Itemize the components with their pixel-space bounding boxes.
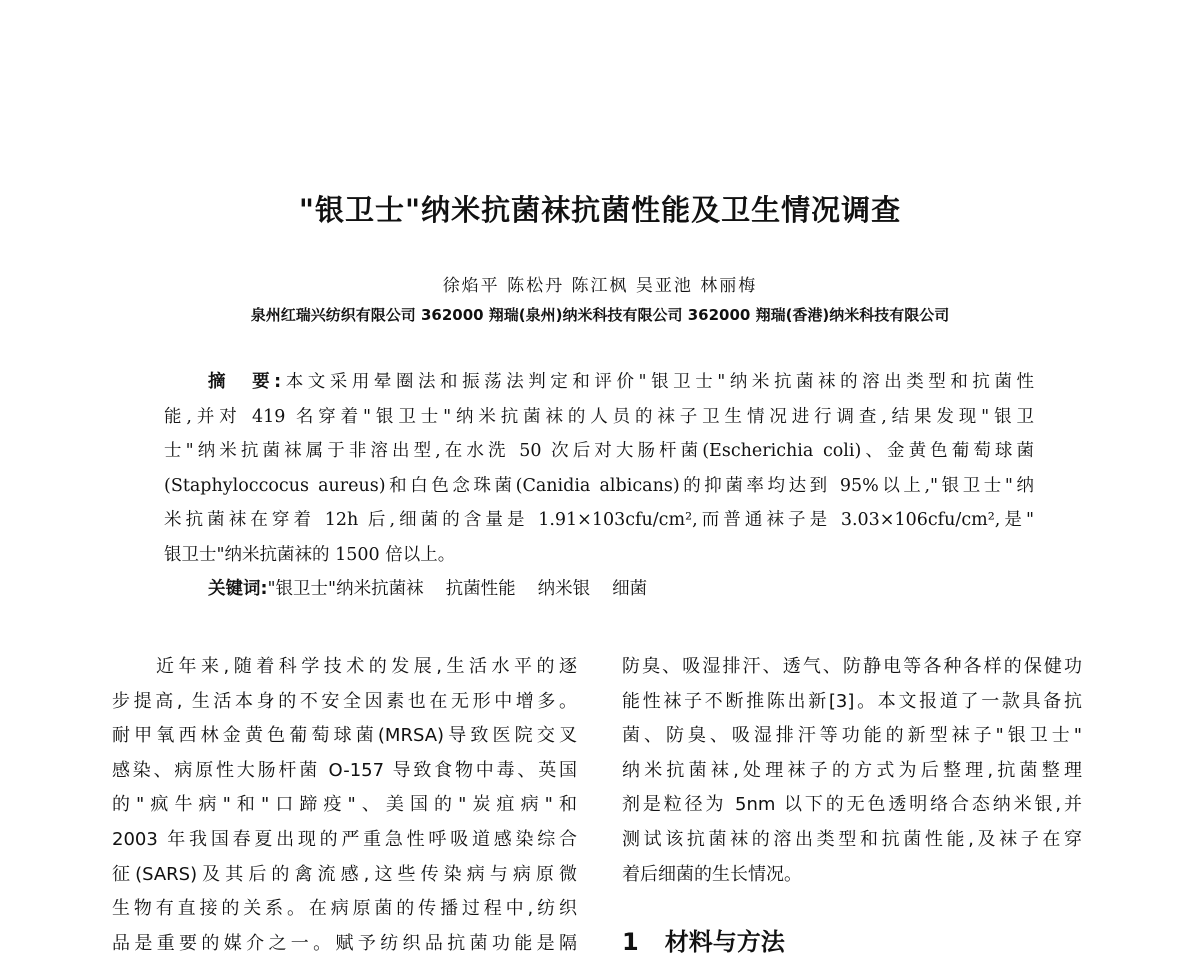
- body-line: 着后细菌的生长情况。: [622, 863, 802, 885]
- body-line: 生物有直接的关系。在病原菌的传播过程中,纺织: [112, 898, 577, 920]
- body-line: 剂是粒径为 5nm 以下的无色透明络合态纳米银,并: [622, 794, 1082, 816]
- abstract-line: 能,并对 419 名穿着"银卫士"纳米抗菌袜的人员的袜子卫生情况进行调查,结果发现"银卫: [164, 406, 1034, 427]
- body-column-right: [622, 650, 1082, 892]
- abstract-line: 银卫士"纳米抗菌袜的 1500 倍以上。: [164, 544, 456, 565]
- body-column-left: [112, 650, 577, 961]
- body-line: 近年来,随着科学技术的发展,生活水平的逐: [156, 656, 577, 677]
- keyword: 纳米银: [537, 579, 591, 599]
- body-line: 能性袜子不断推陈出新[3]。本文报道了一款具备抗: [622, 690, 1082, 712]
- body-line: 2003 年我国春夏出现的严重急性呼吸道感染综合: [112, 828, 577, 850]
- section-number: 1: [622, 928, 639, 956]
- abstract-label: 摘 要:: [208, 372, 282, 392]
- abstract-line: (Staphyloccocus aureus)和白色念珠菌(Canidia albicans)的抑菌率均达到 95%以上,"银卫士"纳: [164, 475, 1034, 496]
- body-line: 测试该抗菌袜的溶出类型和抗菌性能,及袜子在穿: [622, 828, 1082, 850]
- body-line: 步提高, 生活本身的不安全因素也在无形中增多。: [112, 690, 577, 712]
- author-list: 徐焰平 陈松丹 陈江枫 吴亚池 林丽梅: [442, 276, 758, 296]
- body-line: 征(SARS)及其后的禽流感,这些传染病与病原微: [112, 863, 577, 885]
- keyword: 抗菌性能: [445, 579, 516, 599]
- abstract-line: 士"纳米抗菌袜属于非溶出型,在水洗 50 次后对大肠杆菌(Escherichia coli)、金黄色葡萄球菌: [164, 441, 1034, 461]
- body-line: 品是重要的媒介之一。赋予纺织品抗菌功能是隔: [112, 932, 577, 954]
- keywords-label: 关键词:: [208, 579, 268, 599]
- paper-title: "银卫士"纳米抗菌袜抗菌性能及卫生情况调查: [298, 193, 902, 227]
- keyword: 细菌: [612, 579, 648, 599]
- abstract-line: 米抗菌袜在穿着 12h 后,细菌的含量是 1.91×103cfu/cm²,而普通袜子是 3.03×106cfu/cm²,是": [164, 510, 1034, 530]
- keyword: "银卫士"纳米抗菌袜: [267, 579, 424, 599]
- affiliation: 泉州红瑞兴纺织有限公司 362000 翔瑞(泉州)纳米科技有限公司 362000 翔瑞(香港)纳米科技有限公司: [250, 306, 950, 324]
- body-line: 感染、病原性大肠杆菌 O-157 导致食物中毒、英国: [112, 759, 577, 781]
- section-title: 材料与方法: [664, 928, 785, 956]
- body-line: 菌、防臭、吸湿排汗等功能的新型袜子"银卫士": [622, 725, 1082, 747]
- body-line: 耐甲氧西林金黄色葡萄球菌(MRSA)导致医院交叉: [112, 725, 577, 747]
- abstract-text: 本文采用晕圈法和振荡法判定和评价"银卫士"纳米抗菌袜的溶出类型和抗菌性: [281, 372, 1034, 392]
- body-line: 的"疯牛病"和"口蹄疫"、美国的"炭疽病"和: [112, 794, 577, 816]
- keywords: [208, 572, 669, 606]
- abstract: [164, 365, 1034, 572]
- abstract-line: [164, 365, 1034, 400]
- body-line: 防臭、吸湿排汗、透气、防静电等各种各样的保健功: [622, 656, 1082, 677]
- body-line: 纳米抗菌袜,处理袜子的方式为后整理,抗菌整理: [622, 759, 1082, 781]
